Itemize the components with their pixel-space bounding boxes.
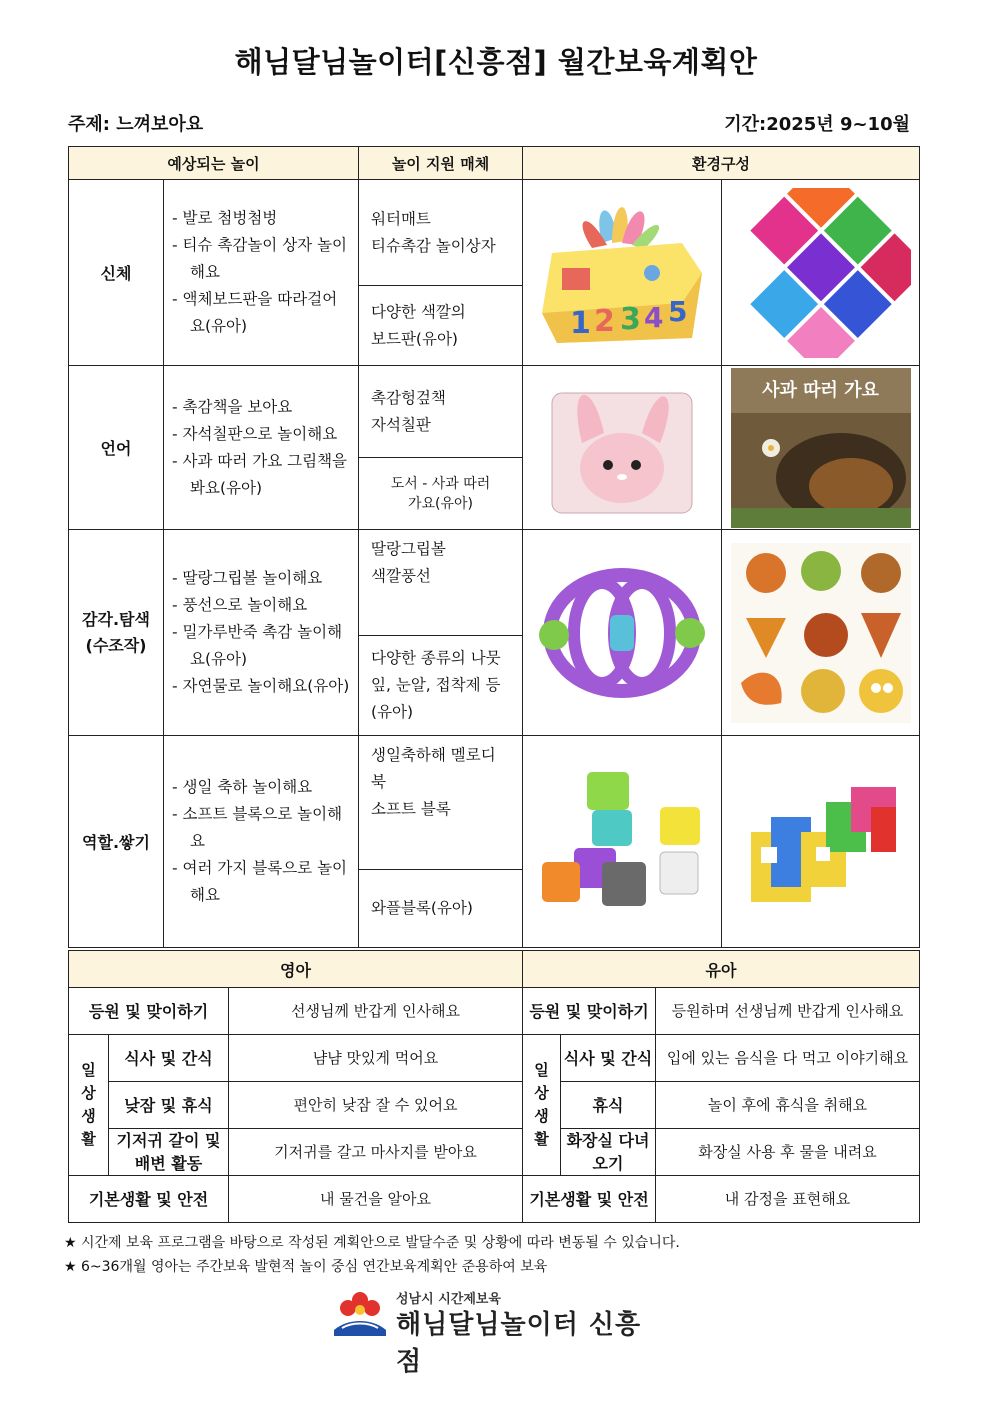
infant-safety-text: 내 물건을 알아요 [229, 1176, 523, 1223]
daily-life-vertical-label [523, 1059, 560, 1151]
plan-table [68, 146, 920, 948]
toddler-rest-label: 휴식 [561, 1082, 656, 1129]
media-item: 소프트 블록 [371, 800, 451, 818]
infant-nap-label: 낮잠 및 휴식 [109, 1082, 229, 1129]
header-env: 환경구성 [523, 147, 920, 180]
header-media: 놀이 지원 매체 [359, 147, 523, 180]
media-item: 와플블록(유아) [371, 899, 473, 917]
media-item: 촉감헝겊책 [371, 388, 446, 407]
footnote-2: ★ 6~36개월 영아는 주간보육 발현적 놀이 중심 연간보육계획안 준용하여 보육 [64, 1259, 548, 1275]
daily-life-vertical-label [69, 1059, 108, 1151]
activity-item: - 발로 첨벙첨벙 [172, 209, 278, 227]
infant-header: 영아 [69, 951, 523, 988]
footnote-1: ★ 시간제 보육 프로그램을 바탕으로 작성된 계획안으로 발달수준 및 상황에 따라 변동될 수 있습니다. [64, 1235, 680, 1251]
waffle-blocks-image [722, 736, 920, 948]
tissue-box-image [523, 180, 722, 366]
toddler-meal-text: 입에 있는 음식을 다 먹고 이야기해요 [656, 1035, 920, 1082]
category-physical: 신체 [69, 180, 164, 366]
logo-title: 해님달님놀이터 신흥점 [396, 1310, 642, 1377]
activity-item: - 액체보드판을 따라걸어요(유아) [172, 290, 338, 335]
daily-life-char: 일 [534, 1061, 549, 1079]
activities-language [164, 366, 359, 530]
activity-item: - 티슈 촉감놀이 상자 놀이해요 [172, 236, 348, 281]
svg-text:5: 5 [668, 294, 688, 328]
toddler-safety-label: 기본생활 및 안전 [523, 1176, 656, 1223]
infant-daily-label [69, 1035, 109, 1176]
media-item: 워터매트 [371, 209, 431, 228]
media-role-bottom [359, 870, 523, 948]
daily-table [68, 950, 920, 1223]
category-sensory: 감각.탐색 (수조작) [69, 530, 164, 736]
media-role-top [359, 736, 523, 870]
picture-book-image [722, 366, 920, 530]
activity-item: - 사과 따러 가요 그림책을 봐요(유아) [172, 451, 348, 497]
header-play: 예상되는 놀이 [69, 147, 359, 180]
activities-physical [164, 180, 359, 366]
toddler-safety-text: 내 감정을 표현해요 [656, 1176, 920, 1223]
media-language-bottom [359, 458, 523, 530]
footer-logo [330, 1288, 660, 1377]
book-title-text: 사과 따러 가요 [762, 379, 879, 401]
svg-text:3: 3 [620, 301, 641, 337]
grip-ball-image [523, 530, 722, 736]
infant-arrival-label: 등원 및 맞이하기 [69, 988, 229, 1035]
activity-item: - 생일 축하 놀이해요 [172, 778, 313, 796]
daily-life-char: 활 [81, 1130, 96, 1148]
toddler-header: 유아 [523, 951, 920, 988]
media-item: 딸랑그립볼 [371, 540, 446, 558]
activity-item: - 밀가루반죽 촉감 놀이해요(유아) [172, 623, 343, 668]
activity-item: - 촉감책을 보아요 [172, 397, 293, 416]
media-item: 다양한 색깔의 [371, 302, 466, 321]
media-item: 도서 - 사과 따러 [390, 475, 491, 492]
toddler-toilet-text: 화장실 사용 후 물을 내려요 [656, 1129, 920, 1176]
period-label: 기간:2025년 9~10월 [724, 114, 910, 135]
daily-life-char: 일 [81, 1061, 96, 1079]
logo-subtitle: 성남시 시간제보육 [396, 1292, 501, 1307]
activity-item: - 여러 가지 블록으로 놀이해요 [172, 859, 348, 904]
svg-text:2: 2 [594, 303, 615, 339]
media-sensory-bottom [359, 636, 523, 736]
liquid-floor-tiles-image [722, 180, 920, 366]
flower-emblem-icon [330, 1288, 390, 1342]
activity-item: - 자연물로 놀이해요(유아) [172, 677, 350, 695]
media-sensory-top [359, 530, 523, 636]
media-language-top [359, 366, 523, 458]
media-item: 티슈촉감 놀이상자 [371, 236, 496, 255]
activity-item: - 딸랑그립볼 놀이해요 [172, 569, 323, 587]
theme-label: 주제: 느껴보아요 [68, 114, 204, 135]
media-item: 생일축하해 멜로디북 [371, 746, 496, 791]
daily-life-char: 상 [534, 1084, 549, 1102]
daily-life-char: 활 [534, 1130, 549, 1148]
media-item: 가요(유아) [408, 495, 474, 512]
daily-life-char: 생 [534, 1107, 549, 1125]
category-language: 언어 [69, 366, 164, 530]
media-item: 다양한 종류의 나뭇잎, 눈알, 접착제 등(유아) [371, 649, 501, 721]
media-physical-bottom [359, 286, 523, 366]
category-role-blocks: 역할.쌓기 [69, 736, 164, 948]
activities-sensory [164, 530, 359, 736]
media-item: 자석칠판 [371, 415, 431, 434]
activity-item: - 자석칠판으로 놀이해요 [172, 424, 338, 443]
infant-meal-text: 냠냠 맛있게 먹어요 [229, 1035, 523, 1082]
soft-blocks-image [523, 736, 722, 948]
svg-text:1: 1 [570, 305, 591, 341]
infant-diaper-label: 기저귀 갈이 및 배변 활동 [109, 1129, 229, 1176]
infant-nap-text: 편안히 낮잠 잘 수 있어요 [229, 1082, 523, 1129]
infant-arrival-text: 선생님께 반갑게 인사해요 [229, 988, 523, 1035]
svg-text:4: 4 [644, 300, 664, 334]
toddler-arrival-label: 등원 및 맞이하기 [523, 988, 656, 1035]
activity-item: - 풍선으로 놀이해요 [172, 596, 308, 614]
toddler-toilet-label: 화장실 다녀오기 [561, 1129, 656, 1176]
page-title: 해님달님놀이터[신흥점] 월간보육계획안 [234, 45, 758, 79]
infant-safety-label: 기본생활 및 안전 [69, 1176, 229, 1223]
daily-life-char: 상 [81, 1084, 96, 1102]
media-item: 색깔풍선 [371, 567, 431, 585]
daily-life-char: 생 [81, 1107, 96, 1125]
activities-role-blocks [164, 736, 359, 948]
infant-meal-label: 식사 및 간식 [109, 1035, 229, 1082]
toddler-arrival-text: 등원하며 선생님께 반갑게 인사해요 [656, 988, 920, 1035]
cloth-book-image [523, 366, 722, 530]
toddler-rest-text: 놀이 후에 휴식을 취해요 [656, 1082, 920, 1129]
media-physical-top [359, 180, 523, 286]
leaf-craft-image [722, 530, 920, 736]
media-item: 보드판(유아) [371, 329, 458, 348]
toddler-meal-label: 식사 및 간식 [561, 1035, 656, 1082]
toddler-daily-label [523, 1035, 561, 1176]
activity-item: - 소프트 블록으로 놀이해요 [172, 805, 343, 850]
infant-diaper-text: 기저귀를 갈고 마사지를 받아요 [229, 1129, 523, 1176]
